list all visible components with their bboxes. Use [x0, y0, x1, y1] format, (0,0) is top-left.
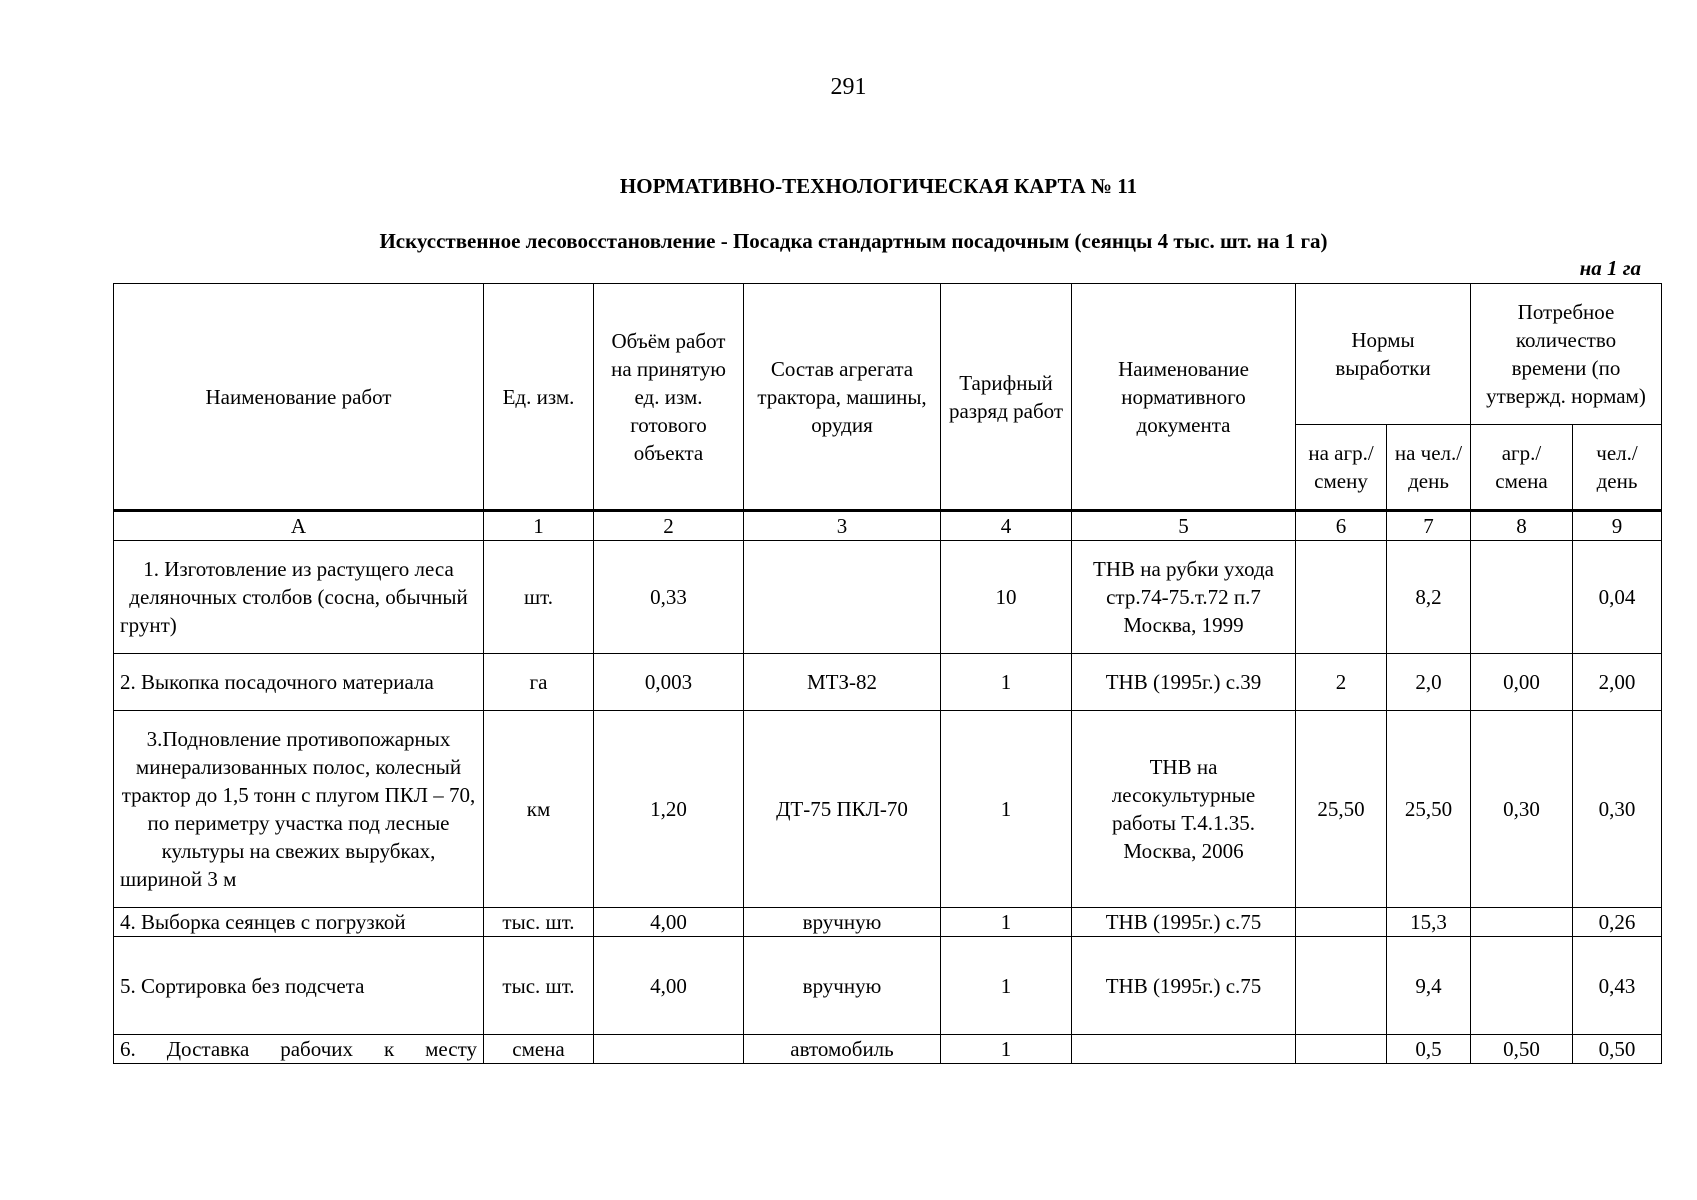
- time-agr-cell: [1471, 908, 1573, 937]
- norm-man-cell: 0,5: [1387, 1035, 1471, 1064]
- norm-man-cell: 15,3: [1387, 908, 1471, 937]
- work-name-cell: 3.Подновление противопожарных минерализованных полос, колесный трактор до 1,5 тонн с плугом ПКЛ – 70, по периметру участка под лесные культуры на свежих вырубках, шириной 3 м: [114, 711, 484, 908]
- header-norm-agr: на агр./ смену: [1296, 425, 1387, 511]
- header-norms: Нормы выработки: [1296, 284, 1471, 425]
- header-aggregate: Состав агрегата трактора, машины, орудия: [744, 284, 941, 511]
- grade-cell: 1: [941, 908, 1072, 937]
- time-agr-cell: [1471, 937, 1573, 1035]
- unit-note: на 1 га: [1579, 256, 1641, 280]
- time-man-cell: 0,04: [1573, 541, 1662, 654]
- work-name-cell: 1. Изготовление из растущего леса деляночных столбов (сосна, обычный грунт): [114, 541, 484, 654]
- header-time-agr: агр./ смена: [1471, 425, 1573, 511]
- document-cell: ТНВ на лесокультурные работы Т.4.1.35. Москва, 2006: [1072, 711, 1296, 908]
- time-man-cell: 0,26: [1573, 908, 1662, 937]
- document-cell: ТНВ (1995г.) с.39: [1072, 654, 1296, 711]
- volume-cell: 0,003: [594, 654, 744, 711]
- time-man-cell: 0,50: [1573, 1035, 1662, 1064]
- table-row: [114, 654, 1662, 711]
- document-cell: ТНВ (1995г.) с.75: [1072, 908, 1296, 937]
- time-man-cell: 0,30: [1573, 711, 1662, 908]
- page-number: 291: [830, 74, 867, 100]
- document-subtitle: Искусственное лесовосстановление - Посадка стандартным посадочным (сеянцы 4 тыс. шт. на 1 га): [379, 229, 1328, 253]
- header-norm-man: на чел./ день: [1387, 425, 1471, 511]
- document-cell: [1072, 1035, 1296, 1064]
- grade-cell: 1: [941, 711, 1072, 908]
- header-document: Наименование нормативного документа: [1072, 284, 1296, 511]
- document-cell: ТНВ на рубки ухода стр.74-75.т.72 п.7 Москва, 1999: [1072, 541, 1296, 654]
- index-cell: 8: [1471, 511, 1573, 541]
- time-agr-cell: 0,00: [1471, 654, 1573, 711]
- index-cell: 9: [1573, 511, 1662, 541]
- volume-cell: [594, 1035, 744, 1064]
- time-agr-cell: [1471, 541, 1573, 654]
- time-man-cell: 0,43: [1573, 937, 1662, 1035]
- aggregate-cell: МТЗ-82: [744, 654, 941, 711]
- index-cell: 7: [1387, 511, 1471, 541]
- work-name-cell: 2. Выкопка посадочного материала: [114, 654, 484, 711]
- aggregate-cell: ДТ-75 ПКЛ-70: [744, 711, 941, 908]
- header-time-needed: Потребное количество времени (по утвержд. нормам): [1471, 284, 1662, 425]
- grade-cell: 10: [941, 541, 1072, 654]
- norm-agr-cell: [1296, 1035, 1387, 1064]
- unit-cell: га: [484, 654, 594, 711]
- volume-cell: 0,33: [594, 541, 744, 654]
- volume-cell: 4,00: [594, 937, 744, 1035]
- time-agr-cell: 0,30: [1471, 711, 1573, 908]
- work-name-cell: 6. Доставка рабочих к месту: [114, 1035, 484, 1064]
- header-grade: Тарифный разряд работ: [941, 284, 1072, 511]
- norm-man-cell: 2,0: [1387, 654, 1471, 711]
- norm-man-cell: 25,50: [1387, 711, 1471, 908]
- unit-cell: км: [484, 711, 594, 908]
- table-row: [114, 908, 1662, 937]
- time-man-cell: 2,00: [1573, 654, 1662, 711]
- volume-cell: 4,00: [594, 908, 744, 937]
- norm-agr-cell: 2: [1296, 654, 1387, 711]
- index-cell: 1: [484, 511, 594, 541]
- norm-agr-cell: [1296, 908, 1387, 937]
- header-volume: Объём работ на принятую ед. изм. готового объекта: [594, 284, 744, 511]
- work-name-cell: 4. Выборка сеянцев с погрузкой: [114, 908, 484, 937]
- index-cell: 4: [941, 511, 1072, 541]
- unit-cell: смена: [484, 1035, 594, 1064]
- header-unit: Ед. изм.: [484, 284, 594, 511]
- volume-cell: 1,20: [594, 711, 744, 908]
- time-agr-cell: 0,50: [1471, 1035, 1573, 1064]
- norm-man-cell: 8,2: [1387, 541, 1471, 654]
- table-row: [114, 937, 1662, 1035]
- grade-cell: 1: [941, 654, 1072, 711]
- norm-man-cell: 9,4: [1387, 937, 1471, 1035]
- norm-agr-cell: [1296, 541, 1387, 654]
- grade-cell: 1: [941, 1035, 1072, 1064]
- index-cell: 6: [1296, 511, 1387, 541]
- norm-agr-cell: 25,50: [1296, 711, 1387, 908]
- column-index-row: [114, 511, 1662, 541]
- aggregate-cell: автомобиль: [744, 1035, 941, 1064]
- table-row: [114, 711, 1662, 908]
- document-title: НОРМАТИВНО-ТЕХНОЛОГИЧЕСКАЯ КАРТА № 11: [619, 174, 1138, 198]
- index-cell: 5: [1072, 511, 1296, 541]
- work-name-cell: 5. Сортировка без подсчета: [114, 937, 484, 1035]
- aggregate-cell: вручную: [744, 937, 941, 1035]
- table-row: [114, 1035, 1662, 1064]
- unit-cell: тыс. шт.: [484, 908, 594, 937]
- table-row: [114, 541, 1662, 654]
- grade-cell: 1: [941, 937, 1072, 1035]
- document-cell: ТНВ (1995г.) с.75: [1072, 937, 1296, 1035]
- index-cell: 2: [594, 511, 744, 541]
- index-cell: А: [114, 511, 484, 541]
- aggregate-cell: [744, 541, 941, 654]
- index-cell: 3: [744, 511, 941, 541]
- header-work-name: Наименование работ: [114, 284, 484, 511]
- aggregate-cell: вручную: [744, 908, 941, 937]
- norm-agr-cell: [1296, 937, 1387, 1035]
- unit-cell: шт.: [484, 541, 594, 654]
- header-time-man: чел./ день: [1573, 425, 1662, 511]
- unit-cell: тыс. шт.: [484, 937, 594, 1035]
- norms-table: [113, 283, 1662, 1064]
